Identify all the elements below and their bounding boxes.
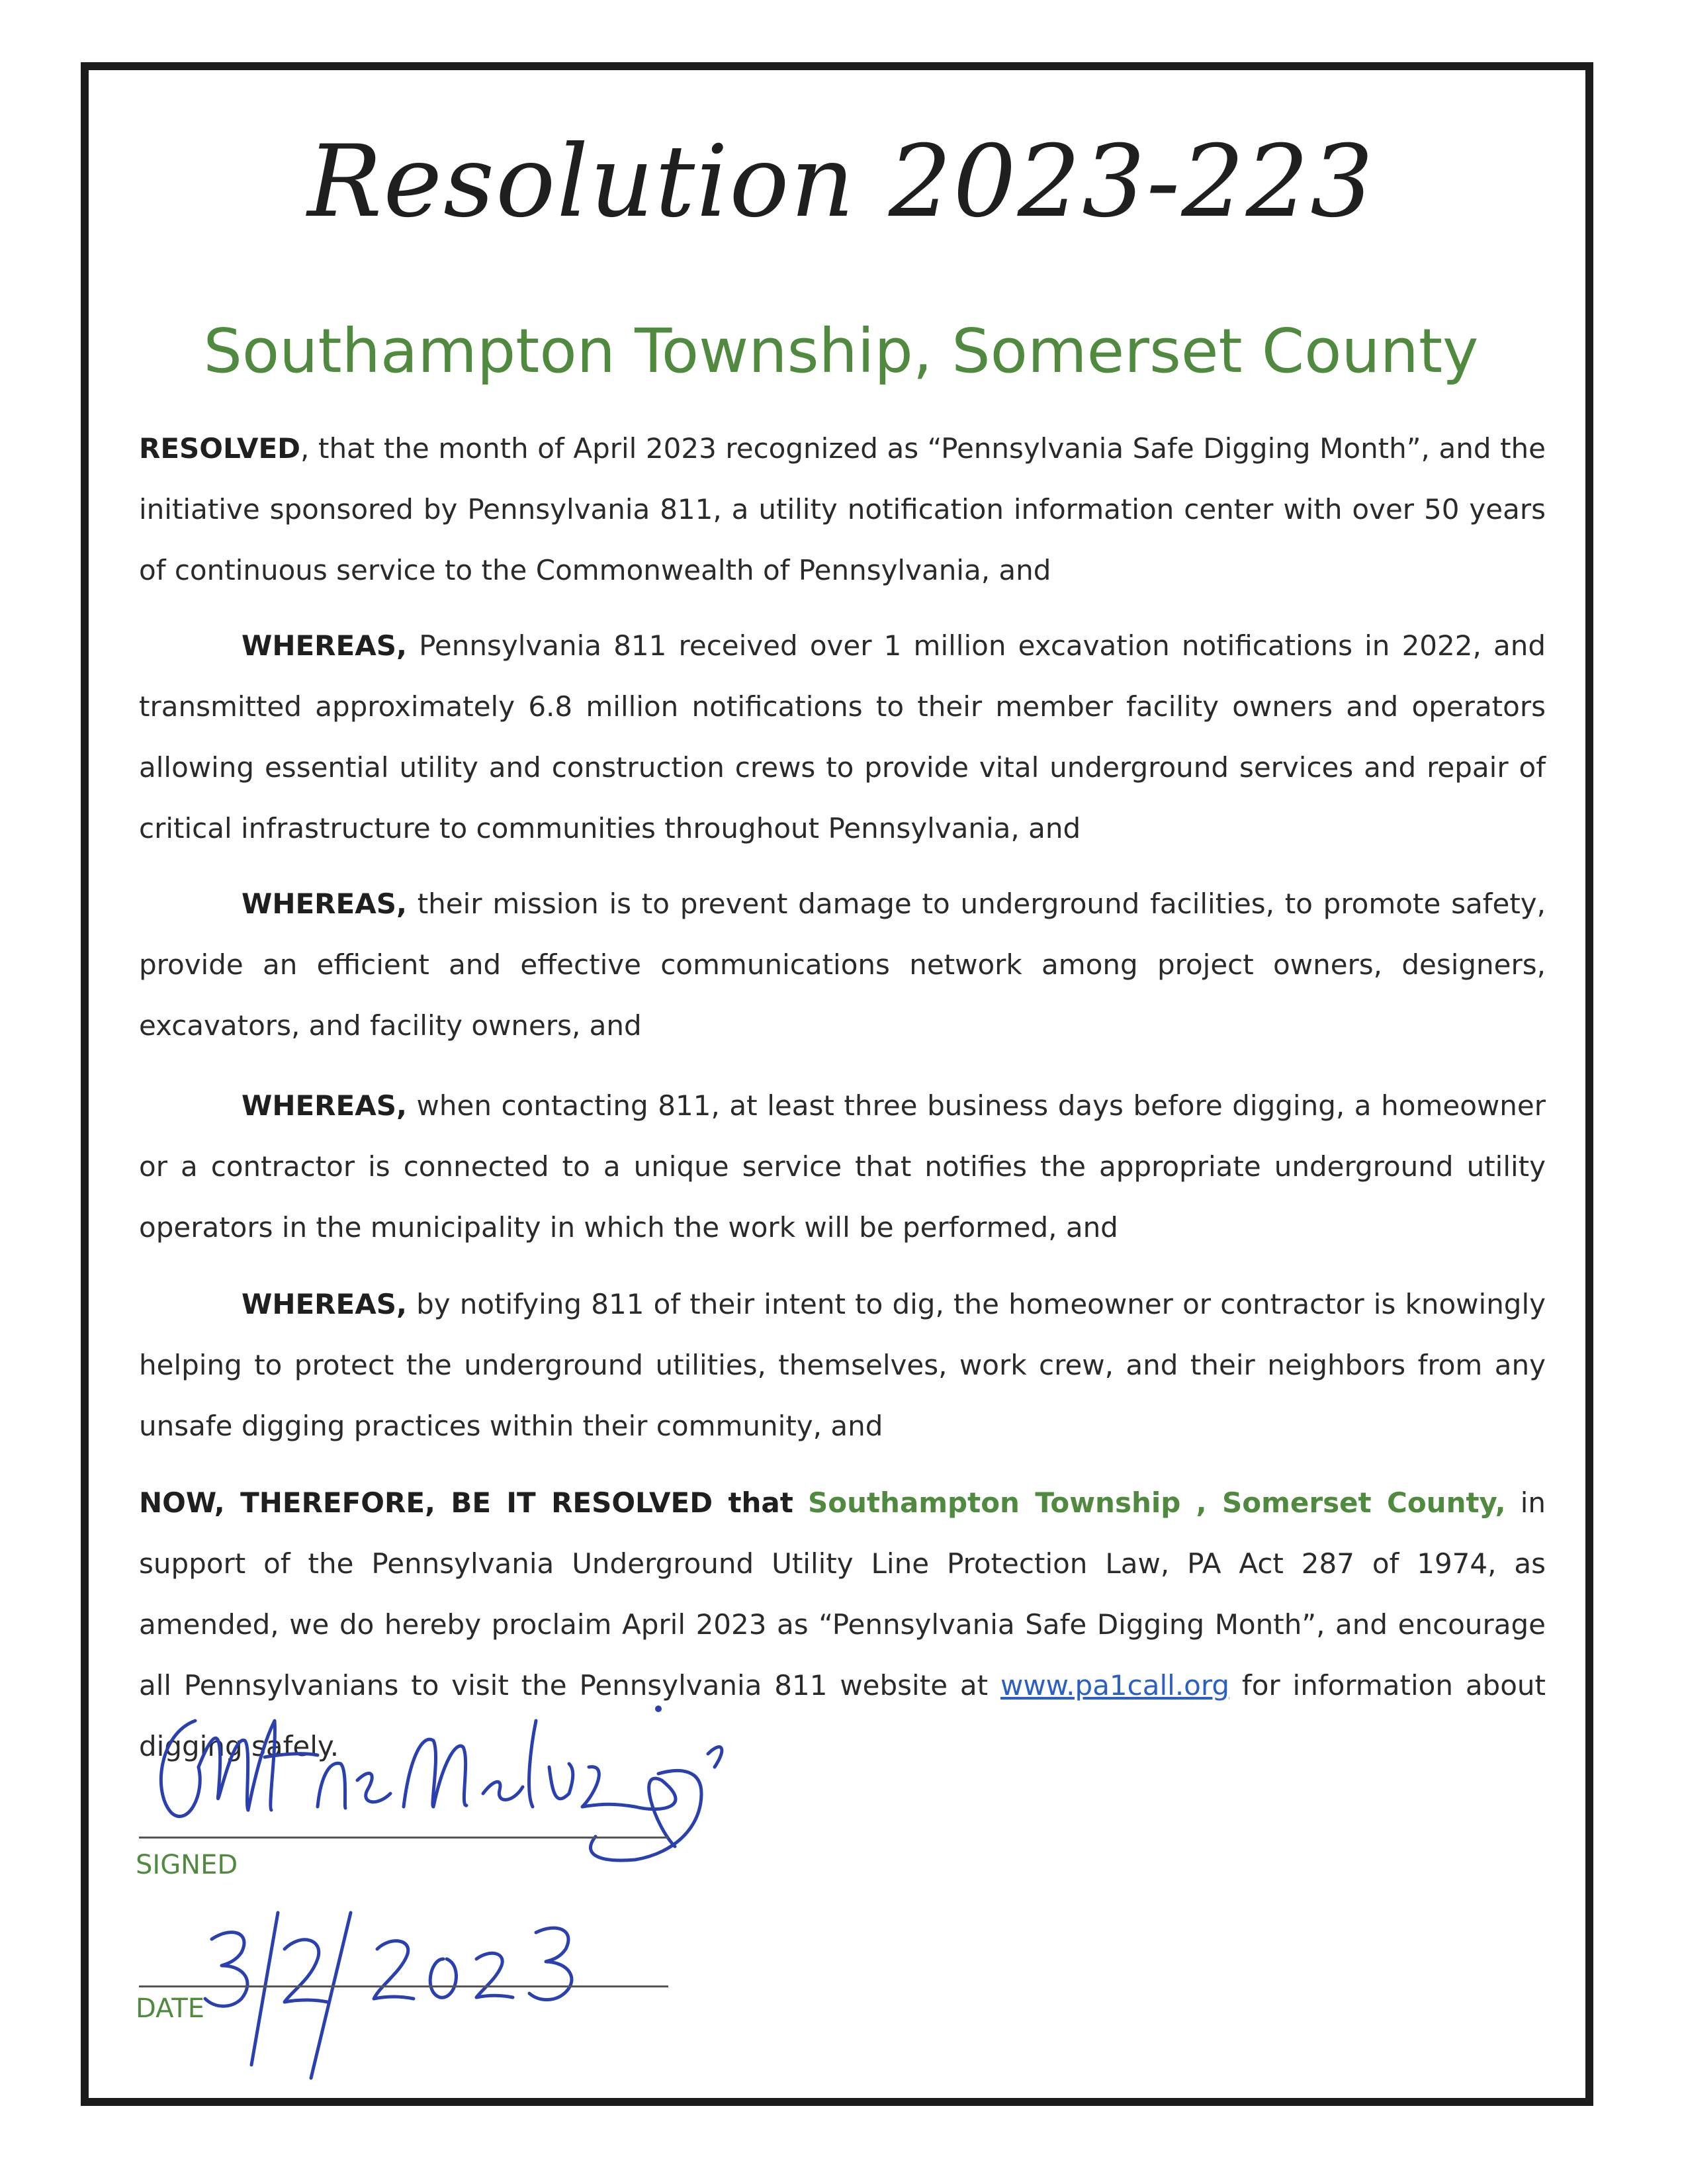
paragraph-text: their mission is to prevent damage to underground facilities, to promote safety, provide an efficient and effective communications network among project owners, designers, excavators, and facility owners, and [139,887,1546,1042]
signed-label: SIGNED [136,1850,238,1880]
paragraph-whereas-4 [139,1274,1546,1457]
township-heading: Southampton Township, Somerset County [203,316,1479,387]
lead-whereas: WHEREAS, [242,1089,407,1122]
paragraph-text: by notifying 811 of their intent to dig, the homeowner or contractor is knowingly helping to protect the underground utilities, themselves, work crew, and their neighbors from any unsafe digging practices within their community, and [139,1288,1546,1442]
paragraph-resolved [139,418,1546,601]
website-link[interactable]: www.pa1call.org [1000,1669,1230,1702]
lead-now-therefore: NOW, THEREFORE, BE IT RESOLVED that [139,1486,793,1519]
lead-whereas: WHEREAS, [242,1288,407,1320]
lead-resolved: RESOLVED [139,432,301,465]
entity-name: Southampton Township , Somerset County, [807,1486,1506,1519]
paragraph-whereas-3 [139,1075,1546,1258]
paragraph-whereas-2 [139,874,1546,1056]
paragraph-text: , that the month of April 2023 recognized as “Pennsylvania Safe Digging Month”, and the initiative sponsored by Pennsylvania 811, a utility notification information center with over 50 years of continuous service to the Commonwealth of Pennsylvania, and [139,432,1546,586]
lead-whereas: WHEREAS, [242,629,407,662]
paragraph-whereas-1 [139,615,1546,859]
paragraph-text: in support of the Pennsylvania Underground Utility Line Protection Law, PA Act 287 of 1974, as amended, we do hereby proclaim April 2023 as “Pennsylvania Safe Digging Month”, and encourage all Pennsylvanians to visit the Pennsylvania 811 website at [139,1486,1546,1702]
lead-whereas: WHEREAS, [242,887,407,920]
paragraph-text: for information about digging safely. [139,1669,1546,1762]
resolution-title: Resolution 2023-223 [307,124,1375,240]
date-line [139,1985,668,1987]
date-label: DATE [136,1993,205,2024]
paragraph-text: Pennsylvania 811 received over 1 million excavation notifications in 2022, and transmitted approximately 6.8 million notifications to their member facility owners and operators allowing essential utility and construction crews to provide vital underground services and repair of critical infrastructure to communities throughout Pennsylvania, and [139,629,1546,844]
signed-line [139,1837,668,1839]
paragraph-text: when contacting 811, at least three business days before digging, a homeowner or a contractor is connected to a unique service that notifies the appropriate underground utility operators in the municipality in which the work will be performed, and [139,1089,1546,1244]
